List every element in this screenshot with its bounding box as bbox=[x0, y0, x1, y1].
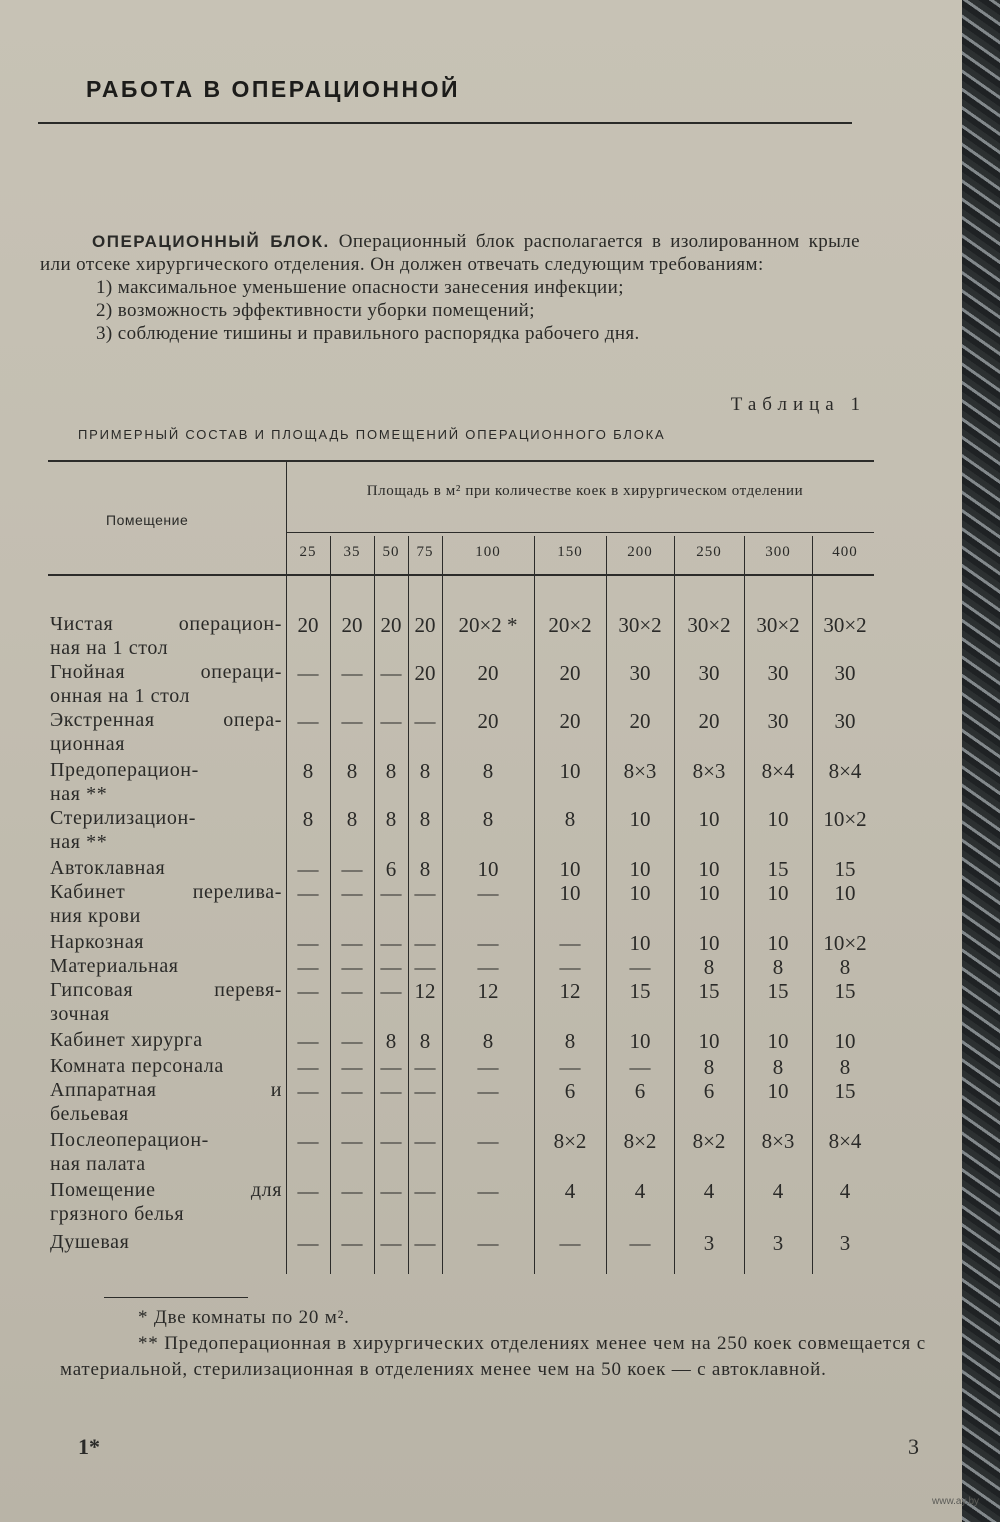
table-cell: 8 bbox=[839, 955, 851, 979]
table-row-name: зочная bbox=[50, 1003, 110, 1025]
table-cell: 10 bbox=[698, 881, 720, 905]
table-cell: 12 bbox=[414, 979, 436, 1003]
table-cell: 10 bbox=[698, 931, 720, 955]
table-cell: — bbox=[297, 1029, 319, 1053]
bed-count-header: 150 bbox=[557, 544, 583, 560]
table-cell: — bbox=[341, 1055, 363, 1079]
table-cell: 3 bbox=[772, 1231, 784, 1255]
table-cell: — bbox=[380, 979, 402, 1003]
table-cell: — bbox=[380, 955, 402, 979]
table-cell: 20 bbox=[477, 661, 499, 685]
table-cell: 30 bbox=[767, 661, 789, 685]
table-cell: 20 bbox=[297, 613, 319, 637]
table-cell: — bbox=[559, 931, 581, 955]
table-cell: — bbox=[477, 955, 499, 979]
footnote-2: ** Предоперационная в хирургических отделениях менее чем на 250 коек совмещается с материальной, стерилизационная в отделениях менее чем на 50 коек — с автоклавной. bbox=[60, 1333, 926, 1380]
table-row-name: ная палата bbox=[50, 1153, 146, 1175]
table-cell: 15 bbox=[767, 979, 789, 1003]
table-cell: — bbox=[380, 661, 402, 685]
table-row-name: Послеоперацион- bbox=[50, 1129, 209, 1151]
table-cell: 8×3 bbox=[692, 759, 726, 783]
table-cell: — bbox=[414, 709, 436, 733]
header-mid-rule bbox=[286, 532, 874, 533]
table-row-name: Гипсовая перевя- bbox=[50, 979, 282, 1001]
table-row-name: Предоперацион- bbox=[50, 759, 199, 781]
table-cell: 8×2 bbox=[623, 1129, 657, 1153]
table-cell: 20 bbox=[414, 613, 436, 637]
table-row-name: Материальная bbox=[50, 955, 179, 977]
table-cell: 15 bbox=[629, 979, 651, 1003]
table-cell: 4 bbox=[564, 1179, 576, 1203]
table-cell: — bbox=[297, 661, 319, 685]
table-row-name: Автоклавная bbox=[50, 857, 166, 879]
table-row-name: ния крови bbox=[50, 905, 141, 927]
table-cell: 8 bbox=[772, 955, 784, 979]
table-cell: — bbox=[477, 881, 499, 905]
table-cell: 8 bbox=[772, 1055, 784, 1079]
table-cell: 4 bbox=[772, 1179, 784, 1203]
bed-count-header: 25 bbox=[299, 544, 317, 560]
table-cell: — bbox=[297, 1129, 319, 1153]
table-cell: 20 bbox=[380, 613, 402, 637]
footnotes bbox=[60, 1305, 926, 1383]
table-cell: 12 bbox=[559, 979, 581, 1003]
table-cell: — bbox=[477, 1231, 499, 1255]
table-cell: 10 bbox=[698, 807, 720, 831]
table-cell: 10 bbox=[698, 1029, 720, 1053]
table-cell: — bbox=[297, 955, 319, 979]
table-cell: 8 bbox=[564, 807, 576, 831]
table-row-name: Кабинет хирурга bbox=[50, 1029, 203, 1051]
table-cell: 6 bbox=[703, 1079, 715, 1103]
requirement-item: 1) максимальное уменьшение опасности занесения инфекции; bbox=[96, 277, 624, 298]
table-cell: — bbox=[414, 1129, 436, 1153]
table-row-name: Душевая bbox=[50, 1231, 130, 1253]
header-rule bbox=[38, 122, 852, 124]
table-cell: 20×2 * bbox=[458, 613, 518, 637]
table-cell: 10 bbox=[767, 881, 789, 905]
table-cell: 8×3 bbox=[623, 759, 657, 783]
table-cell: — bbox=[297, 979, 319, 1003]
table-cell: 10 bbox=[834, 881, 856, 905]
table-cell: 8 bbox=[346, 759, 358, 783]
table-cell: — bbox=[341, 1179, 363, 1203]
table-cell: 8 bbox=[703, 1055, 715, 1079]
intro-text: Операционный блок располагается в изолированном крыле или отсеке хирургического отделения. Он должен отвечать следующим требованиям: bbox=[40, 231, 860, 275]
table-cell: — bbox=[629, 955, 651, 979]
bed-count-header: 300 bbox=[765, 544, 791, 560]
table-cell: — bbox=[380, 881, 402, 905]
table-cell: 8 bbox=[419, 759, 431, 783]
table-cell: 8 bbox=[302, 759, 314, 783]
span-header: Площадь в м² при количестве коек в хирургическом отделении bbox=[366, 483, 804, 499]
column-rule bbox=[374, 536, 375, 1274]
table-row-name: Кабинет перелива- bbox=[50, 881, 282, 903]
column-rule bbox=[534, 536, 535, 1274]
table-cell: — bbox=[297, 857, 319, 881]
table-cell: 8 bbox=[385, 1029, 397, 1053]
table-cell: 6 bbox=[634, 1079, 646, 1103]
table-cell: 20 bbox=[629, 709, 651, 733]
bed-count-header: 100 bbox=[475, 544, 501, 560]
table-cell: 8×4 bbox=[761, 759, 795, 783]
table-cell: 8 bbox=[482, 759, 494, 783]
table-cell: 10 bbox=[559, 857, 581, 881]
table-cell: 8 bbox=[385, 759, 397, 783]
table-cell: 8 bbox=[482, 807, 494, 831]
table-cell: — bbox=[477, 1129, 499, 1153]
table-cell: — bbox=[341, 931, 363, 955]
bed-count-header: 250 bbox=[696, 544, 722, 560]
table-row-name: Аппаратная и bbox=[50, 1079, 282, 1101]
table-cell: — bbox=[380, 1079, 402, 1103]
table-cell: 30×2 bbox=[756, 613, 800, 637]
table-cell: 4 bbox=[634, 1179, 646, 1203]
table-cell: — bbox=[477, 1079, 499, 1103]
column-rule bbox=[606, 536, 607, 1274]
table-cell: 30 bbox=[767, 709, 789, 733]
table-cell: — bbox=[477, 931, 499, 955]
table-cell: 10 bbox=[834, 1029, 856, 1053]
table-cell: — bbox=[559, 1231, 581, 1255]
table-cell: — bbox=[559, 1055, 581, 1079]
table-cell: — bbox=[477, 1179, 499, 1203]
table-cell: 15 bbox=[767, 857, 789, 881]
table-cell: — bbox=[341, 979, 363, 1003]
table-cell: — bbox=[414, 1055, 436, 1079]
table-row-name: ная на 1 стол bbox=[50, 637, 169, 659]
table-cell: 8 bbox=[703, 955, 715, 979]
column-rule bbox=[744, 536, 745, 1274]
watermark: www.ay.by bbox=[932, 1496, 980, 1507]
table-cell: 3 bbox=[839, 1231, 851, 1255]
table-cell: 8 bbox=[419, 1029, 431, 1053]
table-cell: 8 bbox=[302, 807, 314, 831]
table-cell: 10 bbox=[767, 807, 789, 831]
table-cell: 20 bbox=[341, 613, 363, 637]
table-cell: 20 bbox=[559, 709, 581, 733]
signature-mark: 1* bbox=[78, 1434, 100, 1459]
table-cell: 30×2 bbox=[687, 613, 731, 637]
table-cell: 30 bbox=[629, 661, 651, 685]
table-cell: 8 bbox=[346, 807, 358, 831]
table-cell: 8 bbox=[564, 1029, 576, 1053]
table-cell: — bbox=[629, 1231, 651, 1255]
requirement-item: 3) соблюдение тишины и правильного распорядка рабочего дня. bbox=[96, 323, 640, 344]
table-cell: 10 bbox=[629, 931, 651, 955]
table-cell: — bbox=[297, 1179, 319, 1203]
bed-count-header: 75 bbox=[416, 544, 434, 560]
table-cell: 8×2 bbox=[692, 1129, 726, 1153]
table-cell: 15 bbox=[834, 979, 856, 1003]
bed-count-header: 200 bbox=[627, 544, 653, 560]
table-row-name: Наркозная bbox=[50, 931, 145, 953]
table-row-name: Стерилизацион- bbox=[50, 807, 197, 829]
intro-section bbox=[40, 230, 860, 345]
table-cell: — bbox=[297, 1055, 319, 1079]
table-cell: 10 bbox=[629, 1029, 651, 1053]
table-cell: — bbox=[414, 1231, 436, 1255]
table-cell: 15 bbox=[698, 979, 720, 1003]
table-cell: 30×2 bbox=[823, 613, 867, 637]
table-cell: 4 bbox=[839, 1179, 851, 1203]
table-cell: 10 bbox=[698, 857, 720, 881]
column-rule bbox=[330, 536, 331, 1274]
table-cell: — bbox=[297, 1079, 319, 1103]
requirement-item: 2) возможность эффективности уборки помещений; bbox=[96, 300, 535, 321]
page-number: 3 bbox=[908, 1434, 919, 1459]
table-cell: — bbox=[297, 709, 319, 733]
table-cell: — bbox=[341, 1231, 363, 1255]
table-cell: 10 bbox=[629, 857, 651, 881]
table-cell: 15 bbox=[834, 1079, 856, 1103]
table-cell: 30×2 bbox=[618, 613, 662, 637]
table-cell: — bbox=[297, 931, 319, 955]
bed-count-header: 50 bbox=[382, 544, 400, 560]
table-cell: — bbox=[341, 881, 363, 905]
table-row-name: Помещение для bbox=[50, 1179, 282, 1201]
intro-lead: ОПЕРАЦИОННЫЙ БЛОК. bbox=[92, 232, 330, 251]
table-cell: 8 bbox=[419, 857, 431, 881]
table-cell: — bbox=[414, 1179, 436, 1203]
table-cell: 20 bbox=[414, 661, 436, 685]
table-cell: — bbox=[380, 1129, 402, 1153]
table-cell: 20 bbox=[559, 661, 581, 685]
table-cell: — bbox=[297, 881, 319, 905]
table-cell: — bbox=[629, 1055, 651, 1079]
table-row-name: ная ** bbox=[50, 831, 108, 853]
table-cell: 10 bbox=[767, 931, 789, 955]
header-bottom-rule bbox=[48, 574, 874, 576]
bed-count-header: 400 bbox=[832, 544, 858, 560]
table-cell: 6 bbox=[385, 857, 397, 881]
requirements-list bbox=[40, 276, 860, 345]
page-header: РАБОТА В ОПЕРАЦИОННОЙ bbox=[86, 76, 461, 102]
column-rule bbox=[408, 536, 409, 1274]
table-cell: — bbox=[414, 955, 436, 979]
table-cell: — bbox=[341, 1029, 363, 1053]
column-rule bbox=[674, 536, 675, 1274]
row-header: Помещение bbox=[106, 512, 189, 528]
table-row-name: ционная bbox=[50, 733, 126, 755]
intro-paragraph bbox=[40, 230, 860, 276]
footnote-1: * Две комнаты по 20 м². bbox=[138, 1307, 350, 1328]
table-number: Таблица 1 bbox=[730, 394, 866, 415]
table-cell: 30 bbox=[834, 661, 856, 685]
table-cell: 10 bbox=[629, 881, 651, 905]
table-cell: 8 bbox=[482, 1029, 494, 1053]
table-cell: 10 bbox=[767, 1029, 789, 1053]
table-cell: 10 bbox=[477, 857, 499, 881]
table-cell: 8×3 bbox=[761, 1129, 795, 1153]
column-rule bbox=[442, 536, 443, 1274]
table-cell: 8×4 bbox=[828, 1129, 862, 1153]
table-title: ПРИМЕРНЫЙ СОСТАВ И ПЛОЩАДЬ ПОМЕЩЕНИЙ ОПЕРАЦИОННОГО БЛОКА bbox=[78, 427, 666, 442]
footnote-rule bbox=[104, 1297, 248, 1298]
table-row-name: ная ** bbox=[50, 783, 108, 805]
table-cell: 10 bbox=[629, 807, 651, 831]
table-cell: 8 bbox=[419, 807, 431, 831]
table-cell: — bbox=[559, 955, 581, 979]
table-cell: — bbox=[341, 1129, 363, 1153]
table-cell: 6 bbox=[564, 1079, 576, 1103]
table-cell: 8×4 bbox=[828, 759, 862, 783]
bed-count-header: 35 bbox=[343, 544, 361, 560]
table-cell: 4 bbox=[703, 1179, 715, 1203]
table-cell: 8 bbox=[839, 1055, 851, 1079]
table-cell: — bbox=[380, 931, 402, 955]
table-cell: 12 bbox=[477, 979, 499, 1003]
table-cell: 30 bbox=[834, 709, 856, 733]
table-cell: 20×2 bbox=[548, 613, 592, 637]
table-cell: — bbox=[414, 931, 436, 955]
table-cell: — bbox=[341, 1079, 363, 1103]
table-row-name: Экстренная опера- bbox=[50, 709, 282, 731]
table-cell: — bbox=[380, 1231, 402, 1255]
table-cell: — bbox=[380, 709, 402, 733]
table-cell: — bbox=[380, 1179, 402, 1203]
table-cell: — bbox=[380, 1055, 402, 1079]
table-row-name: Чистая операцион- bbox=[50, 613, 282, 635]
table-row-name: Гнойная операци- bbox=[50, 661, 282, 683]
table-row-name: грязного белья bbox=[50, 1203, 185, 1225]
table-row-name: онная на 1 стол bbox=[50, 685, 191, 707]
table-row-name: Комната персонала bbox=[50, 1055, 224, 1077]
table-cell: 10 bbox=[559, 881, 581, 905]
table-cell: — bbox=[297, 1231, 319, 1255]
table-cell: 30 bbox=[698, 661, 720, 685]
table-cell: 10 bbox=[559, 759, 581, 783]
table-cell: 15 bbox=[834, 857, 856, 881]
table-top-rule bbox=[48, 460, 874, 462]
table-cell: 8×2 bbox=[553, 1129, 587, 1153]
table-cell: 10×2 bbox=[823, 807, 867, 831]
table-cell: — bbox=[414, 881, 436, 905]
table-cell: — bbox=[414, 1079, 436, 1103]
column-rule bbox=[812, 536, 813, 1274]
table-cell: — bbox=[341, 955, 363, 979]
table-cell: — bbox=[341, 857, 363, 881]
table-cell: 20 bbox=[698, 709, 720, 733]
table-cell: — bbox=[341, 661, 363, 685]
table-cell: 3 bbox=[703, 1231, 715, 1255]
table-cell: 20 bbox=[477, 709, 499, 733]
table-cell: — bbox=[477, 1055, 499, 1079]
table-cell: 8 bbox=[385, 807, 397, 831]
table-row-name: бельевая bbox=[50, 1103, 129, 1125]
table-cell: 10 bbox=[767, 1079, 789, 1103]
table-cell: — bbox=[341, 709, 363, 733]
table-cell: 10×2 bbox=[823, 931, 867, 955]
